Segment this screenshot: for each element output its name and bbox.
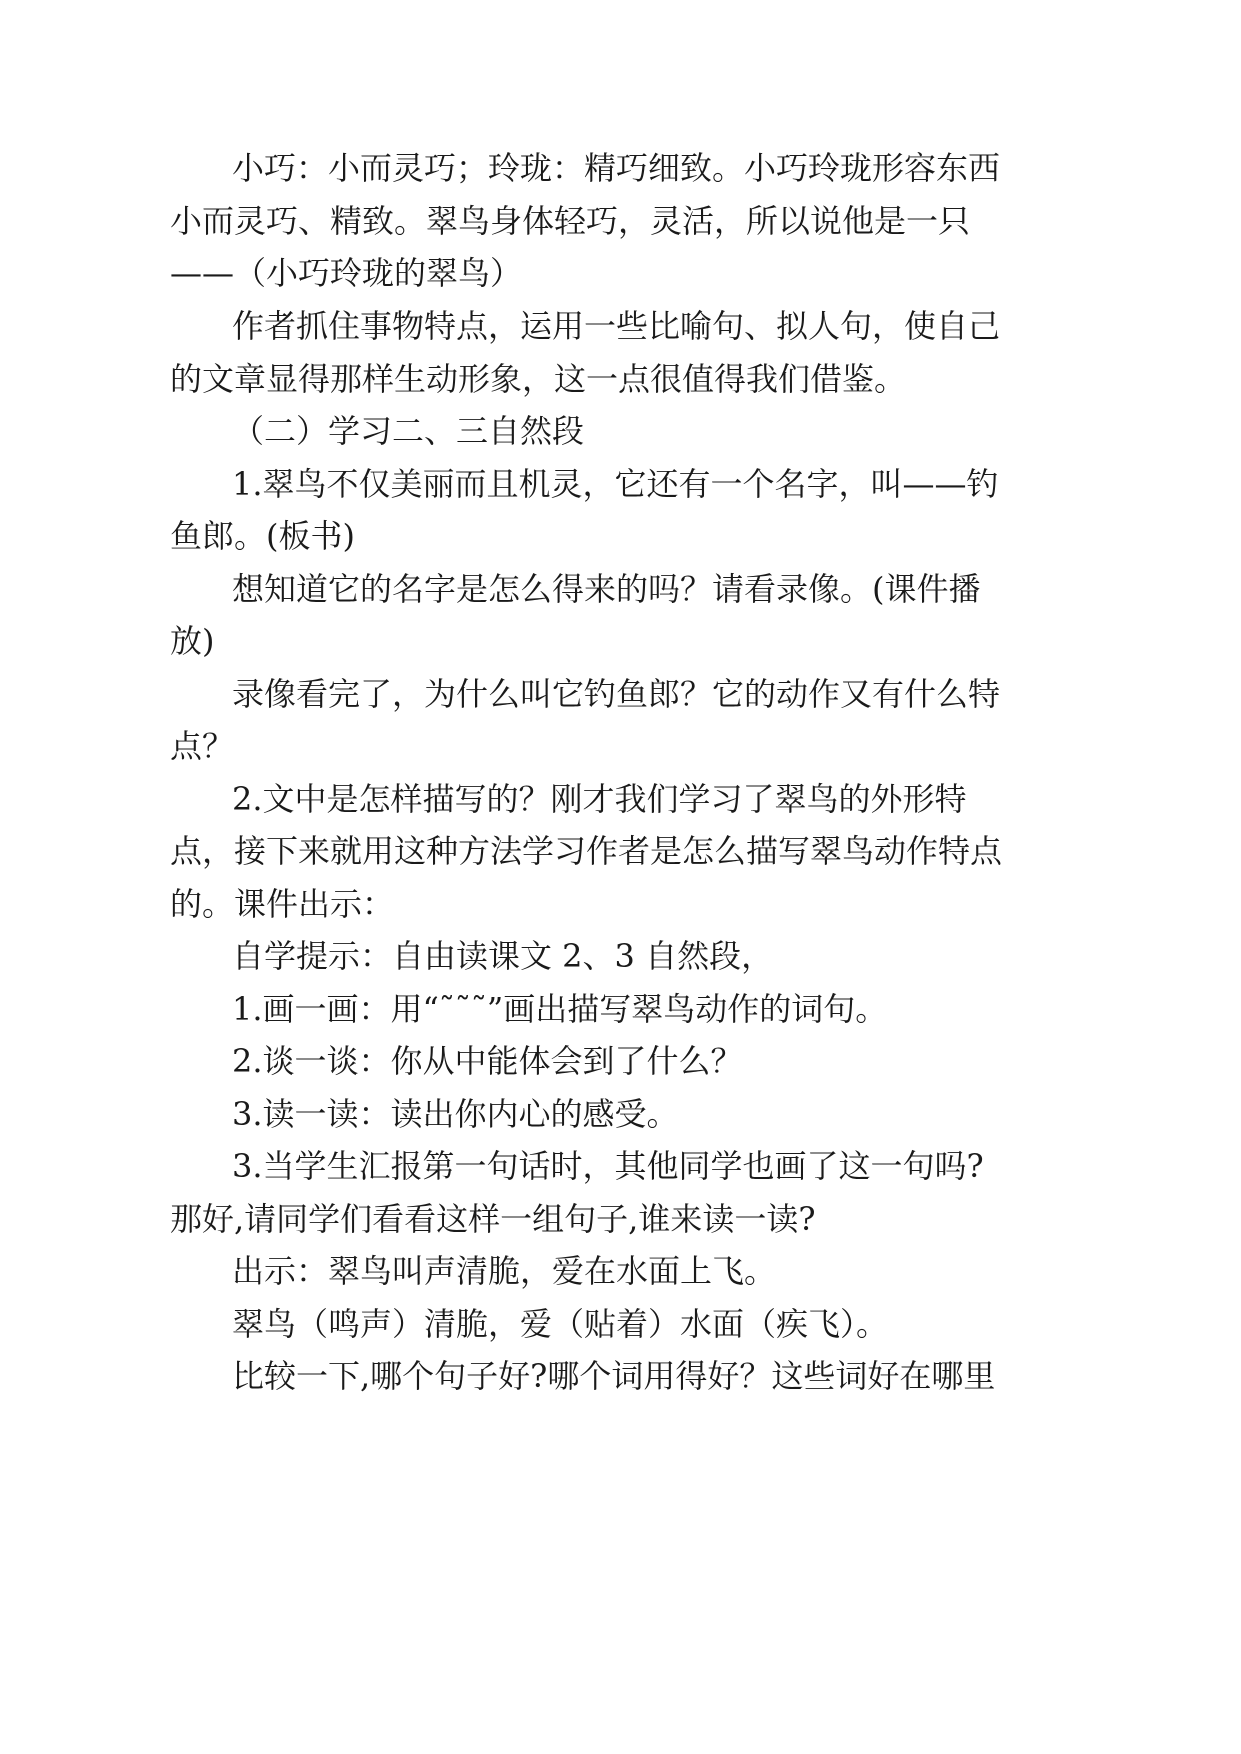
text-line <box>0 1084 1241 1144</box>
text-line <box>0 138 1241 198</box>
text-line <box>0 611 1241 671</box>
text-line <box>0 1031 1241 1091</box>
paragraph-text: 那好,请同学们看看这样一组句子,谁来读一读? <box>170 1200 816 1238</box>
list-item-text: 1.画一画：用“˜˜˜”画出描写翠鸟动作的词句。 <box>232 990 888 1028</box>
paragraph-text: 的。课件出示： <box>170 885 395 923</box>
text-line <box>0 1346 1241 1406</box>
text-line <box>0 1189 1241 1249</box>
paragraph-text: 鱼郎。(板书) <box>170 517 355 555</box>
section-heading: （二）学习二、三自然段 <box>232 412 585 450</box>
paragraph-text: 点，接下来就用这种方法学习作者是怎么描写翠鸟动作特点 <box>170 832 1003 870</box>
paragraph-text: ——（小巧玲珑的翠鸟） <box>170 254 523 292</box>
text-line <box>0 243 1241 303</box>
paragraph-text: 翠鸟（鸣声）清脆，爱（贴着）水面（疾飞）。 <box>232 1305 889 1343</box>
paragraph-text: 3.当学生汇报第一句话时，其他同学也画了这一句吗? <box>232 1147 984 1185</box>
paragraph-text: 比较一下,哪个句子好?哪个词用得好？这些词好在哪里 <box>232 1357 996 1395</box>
text-line <box>0 296 1241 356</box>
paragraph-text: 想知道它的名字是怎么得来的吗？请看录像。(课件播 <box>232 570 981 608</box>
text-line <box>0 191 1241 251</box>
text-line <box>0 559 1241 619</box>
text-line <box>0 1294 1241 1354</box>
text-line <box>0 716 1241 776</box>
text-line <box>0 664 1241 724</box>
paragraph-text: 自学提示：自由读课文 2、3 自然段， <box>232 937 774 975</box>
paragraph-text: 2.文中是怎样描写的？刚才我们学习了翠鸟的外形特 <box>232 780 967 818</box>
text-line <box>0 926 1241 986</box>
paragraph-text: 出示：翠鸟叫声清脆，爱在水面上飞。 <box>232 1252 777 1290</box>
text-line <box>0 349 1241 409</box>
paragraph-text: 小巧：小而灵巧；玲珑：精巧细致。小巧玲珑形容东西 <box>232 149 1001 187</box>
paragraph-text: 录像看完了，为什么叫它钓鱼郎？它的动作又有什么特 <box>232 675 1001 713</box>
text-line <box>0 1136 1241 1196</box>
paragraph-text: 的文章显得那样生动形象，这一点很值得我们借鉴。 <box>170 360 907 398</box>
paragraph-text: 作者抓住事物特点，运用一些比喻句、拟人句，使自己 <box>232 307 1001 345</box>
text-line <box>0 769 1241 829</box>
paragraph-text: 放) <box>170 622 215 660</box>
paragraph-text: 1.翠鸟不仅美丽而且机灵，它还有一个名字，叫——钓 <box>232 465 999 503</box>
list-item-text: 2.谈一谈：你从中能体会到了什么？ <box>232 1042 743 1080</box>
section-heading-line <box>0 401 1241 461</box>
text-line <box>0 1241 1241 1301</box>
text-line <box>0 506 1241 566</box>
list-item-text: 3.读一读：读出你内心的感受。 <box>232 1095 679 1133</box>
text-line <box>0 454 1241 514</box>
text-line <box>0 821 1241 881</box>
text-line <box>0 874 1241 934</box>
paragraph-text: 点？ <box>170 727 235 765</box>
text-line <box>0 979 1241 1039</box>
paragraph-text: 小而灵巧、精致。翠鸟身体轻巧，灵活，所以说他是一只 <box>170 202 971 240</box>
